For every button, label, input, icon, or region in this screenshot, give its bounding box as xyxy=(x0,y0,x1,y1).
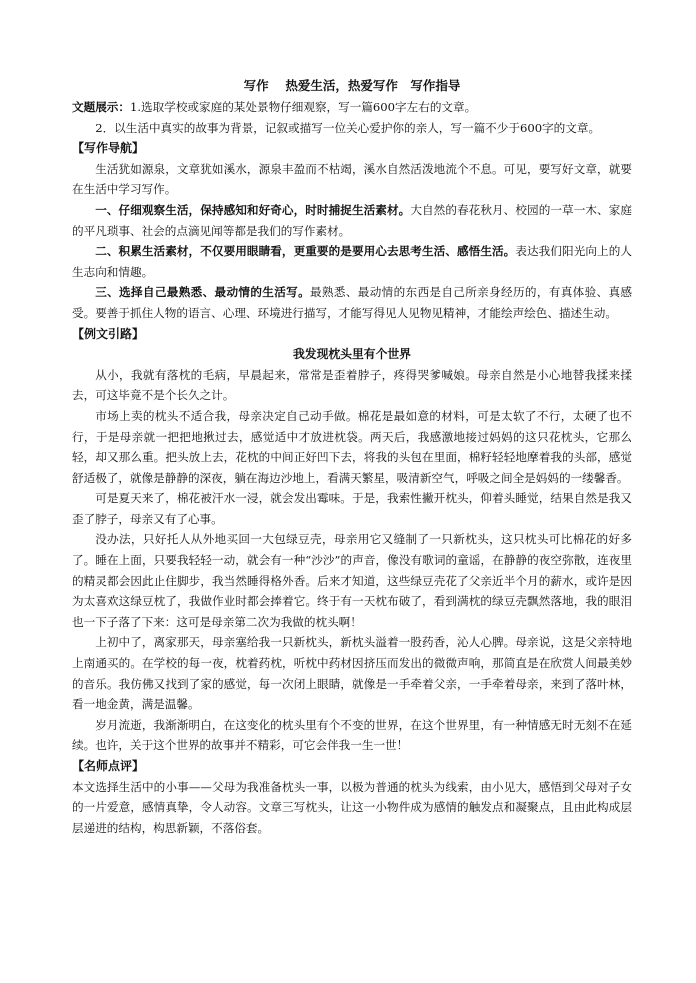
prompt-label: 文题展示： xyxy=(72,100,130,114)
prompt-item-1-text: 1.选取学校或家庭的某处景物仔细观察，写一篇600字左右的文章。 xyxy=(129,100,477,114)
guide-point-1-lead: 一、仔细观察生活，保持感知和好奇心，时时捕捉生活素材。 xyxy=(95,202,411,217)
comment-heading: 【名师点评】 xyxy=(72,759,145,773)
guide-point-3-text: 最熟悉、最动情的东西是自己所亲身经历的，有真体验、真感受。要善于抓住人物的语言、心理、环境进行描写，才能写得见人见物见精神，才能绘声绘色、描述生动。 xyxy=(72,285,632,320)
guide-point-2-text: 表达我们阳光向上的人生志向和情趣。 xyxy=(72,244,632,279)
example-paragraph: 市场上卖的枕头不适合我，母亲决定自己动手做。棉花是最如意的材料，可是太软了不行，太硬了也不行，于是母亲就一把把地揪过去，感觉适中才放进枕袋。两天后，我感激地接过妈妈的这只花枕头，它那么轻，却又那么重。把头放上去，花枕的中间正好凹下去，将我的头包在里面，棉籽轻轻地摩着我的头部，感觉舒适极了，就像是静静的深夜，躺在海边沙地上，看满天繁星，吸清新空气，呼吸之间全是妈妈的一缕馨香。 xyxy=(72,408,632,485)
prompt-item-2: 2．以生活中真实的故事为背景，记叙或描写一位关心爱护你的亲人，写一篇不少于600字的文章。 xyxy=(95,120,601,135)
guide-intro: 生活犹如源泉，文章犹如溪水，源泉丰盈而不枯竭，溪水自然活泼地流个不息。可见，要写好文章，就要在生活中学习写作。 xyxy=(72,161,632,197)
guide-point-1-text: 大自然的春花秋月、校园的一草一木、家庭的平凡琐事、社会的点滴见闻等都是我们的写作素材。 xyxy=(72,202,632,238)
example-paragraph: 岁月流逝，我渐渐明白，在这变化的枕头里有个不变的世界，在这个世界里，有一种情感无时无刻不在延续。也许，关于这个世界的故事并不精彩，可它会伴我一生一世！ xyxy=(72,717,632,753)
guide-point-2 xyxy=(72,241,632,282)
example-heading: 【例文引路】 xyxy=(72,326,145,341)
example-title: 我发现枕头里有个世界 xyxy=(293,347,411,362)
comment-text: 本文选择生活中的小事——父母为我准备枕头一事，以极为普通的枕头为线索，由小见大，感悟到父母对子女的一片爱意，感情真挚，令人动容。文章三写枕头，让这一小物件成为感情的触发点和凝聚点，且由此构成层层递进的结构，构思新颖，不落俗套。 xyxy=(72,779,632,835)
prompt-item-1 xyxy=(72,97,632,118)
guide-point-3-lead: 三、选择自己最熟悉、最动情的生活写。 xyxy=(95,285,311,300)
example-paragraph: 可是夏天来了，棉花被汗水一浸，就会发出霉味。于是，我索性撇开枕头，仰着头睡觉，结果自然是我又歪了脖子，母亲又有了心事。 xyxy=(72,491,632,526)
guide-point-2-lead: 二、积累生活素材，不仅要用眼睛看，更重要的是要用心去思考生活、感悟生活。 xyxy=(95,244,516,259)
guide-point-3 xyxy=(72,282,632,323)
page-title: 写作 热爱生活，热爱写作 写作指导 xyxy=(243,78,461,93)
example-paragraph: 上初中了，离家那天，母亲塞给我一只新枕头，新枕头溢着一股药香，沁人心脾。母亲说，这是父亲特地上南通买的。在学校的每一夜，枕着药枕，听枕中药材因挤压而发出的微微声响，那简直是在欣赏人间最美妙的音乐。我仿佛又找到了家的感觉，每一次闭上眼睛，就像是一手牵着父亲，一手牵着母亲，来到了落叶林，看一地金黄，满是温馨。 xyxy=(72,635,632,712)
example-paragraph: 没办法，只好托人从外地买回一大包绿豆壳，母亲用它又缝制了一只新枕头，这只枕头可比棉花的好多了。睡在上面，只要我轻轻一动，就会有一种“沙沙”的声音，像没有歌词的童谣，在静静的夜空弥散，连夜里的精灵都会因此止住脚步，我当然睡得格外香。后来才知道，这些绿豆壳花了父亲近半个月的薪水，或许是因为太喜欢这绿豆枕了，我做作业时都会捧着它。终于有一天枕布破了，看到满枕的绿豆壳飘然落地，我的眼泪也一下子落了下来：这可是母亲第二次为我做的枕头啊！ xyxy=(72,532,632,629)
example-paragraph: 从小，我就有落枕的毛病，早晨起来，常常是歪着脖子，疼得哭爹喊娘。母亲自然是小心地替我揉来揉去，可这毕竟不是个长久之计。 xyxy=(72,367,632,403)
document-page xyxy=(72,76,632,838)
guide-heading: 【写作导航】 xyxy=(72,141,145,156)
guide-point-1 xyxy=(72,200,632,241)
